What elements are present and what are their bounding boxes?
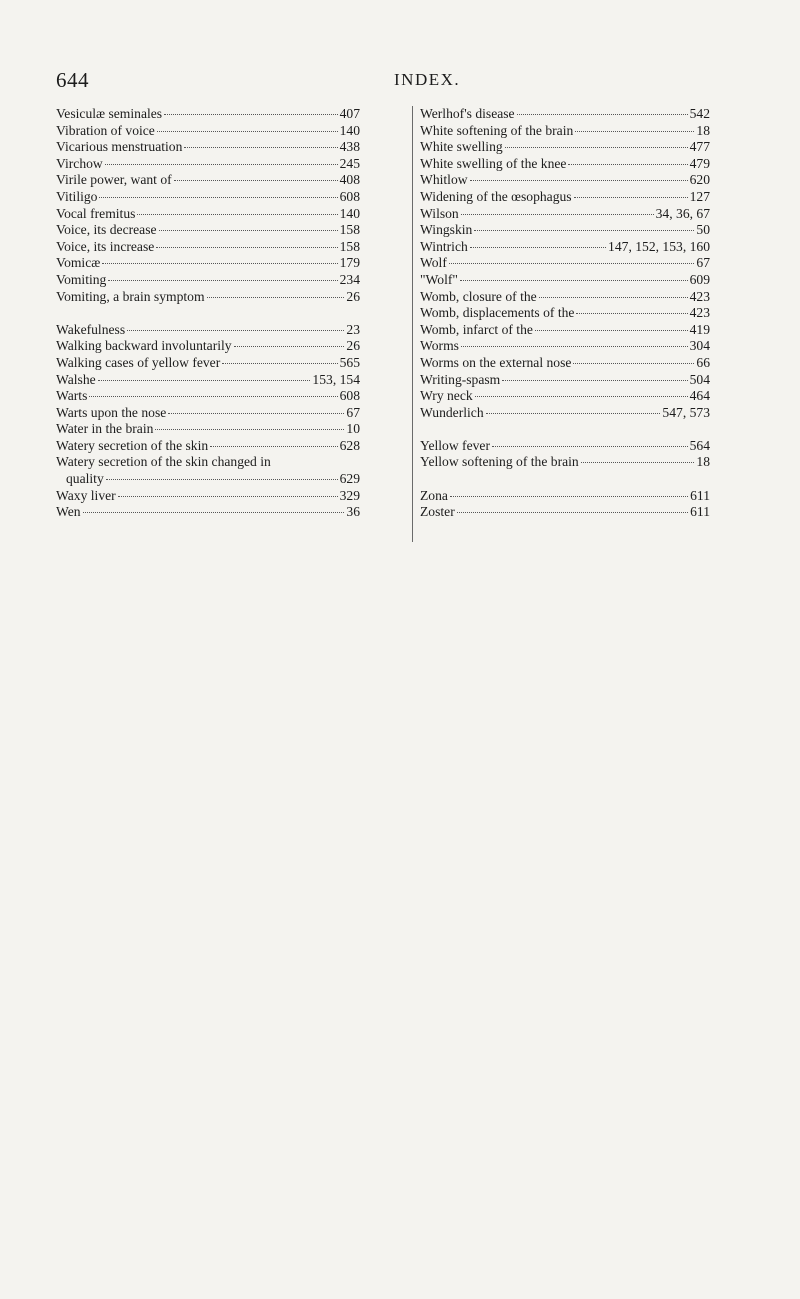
dot-leader <box>106 479 338 480</box>
dot-leader <box>517 114 688 115</box>
dot-leader <box>184 147 337 148</box>
index-entry-pages: 407 <box>339 106 360 121</box>
index-entry <box>420 372 710 389</box>
dot-leader <box>460 280 688 281</box>
index-entry <box>420 255 710 272</box>
index-entry-pages: 245 <box>339 155 360 171</box>
dot-leader <box>207 297 345 298</box>
index-entry <box>420 189 710 206</box>
column-divider <box>412 106 413 542</box>
index-entry-term: Zona <box>420 487 448 503</box>
dot-leader <box>127 330 344 331</box>
dot-leader <box>474 230 694 231</box>
index-entry-term: Womb, closure of the <box>420 288 537 304</box>
index-entry-term: Wakefulness <box>56 321 126 337</box>
dot-leader <box>486 413 661 414</box>
dot-leader <box>174 180 338 181</box>
index-entry-term: Warts <box>56 388 88 404</box>
index-entry <box>56 421 360 438</box>
dot-leader <box>168 413 344 414</box>
index-entry-pages: 34, 36, 67 <box>655 205 710 221</box>
page-number: 644 <box>56 68 89 92</box>
dot-leader <box>137 214 337 215</box>
index-entry-term: Voice, its decrease <box>56 222 157 238</box>
index-entry-term: Watery secretion of the skin <box>56 437 209 453</box>
index-entry-term: Wilson <box>420 205 459 221</box>
dot-leader <box>157 131 338 132</box>
index-entry <box>56 338 360 355</box>
index-entry-term: Zoster <box>420 504 455 520</box>
index-entry-pages: 564 <box>689 437 710 453</box>
index-entry <box>420 305 710 322</box>
index-entry-pages: 438 <box>339 139 360 155</box>
index-entry <box>420 454 710 471</box>
index-column-left <box>56 106 360 521</box>
index-entry <box>420 123 710 140</box>
index-entry-term: "Wolf" <box>420 271 458 287</box>
index-entry-pages: 419 <box>689 321 710 337</box>
index-entry-term: White softening of the brain <box>420 122 574 138</box>
index-entry <box>56 289 360 306</box>
dot-leader <box>118 496 338 497</box>
index-entry-pages: 608 <box>339 388 360 404</box>
index-entry-pages: 611 <box>690 487 710 503</box>
dot-leader <box>102 263 337 264</box>
index-entry-pages: 67 <box>346 404 360 420</box>
index-entry-term: Writing-spasm <box>420 371 501 387</box>
index-entry-term: Vicarious menstruation <box>56 139 183 155</box>
index-entry-term: Virchow <box>56 155 103 171</box>
index-entry-term: Walking cases of yellow fever <box>56 354 221 370</box>
index-entry-pages: 477 <box>689 139 710 155</box>
index-entry <box>56 272 360 289</box>
index-entry <box>56 106 360 123</box>
index-entry-term: Warts upon the nose <box>56 404 167 420</box>
index-entry-pages: 504 <box>689 371 710 387</box>
index-entry-term: Vomiting, a brain symptom <box>56 288 205 304</box>
index-entry-term: Voice, its increase <box>56 238 155 254</box>
index-entry <box>56 355 360 372</box>
dot-leader <box>99 197 337 198</box>
index-entry-pages: 608 <box>339 188 360 204</box>
dot-leader <box>156 247 337 248</box>
index-entry-term: Vibration of voice <box>56 122 155 138</box>
running-head: INDEX. <box>394 70 461 89</box>
index-entry-pages: 153, 154 <box>312 371 360 387</box>
index-entry <box>420 438 710 455</box>
index-entry-term: Worms on the external nose <box>420 354 572 370</box>
index-entry <box>56 372 360 389</box>
dot-leader <box>155 429 344 430</box>
index-entry <box>56 438 360 455</box>
index-entry-pages: 464 <box>689 388 710 404</box>
index-entry <box>420 355 710 372</box>
index-entry-term: Widening of the œsophagus <box>420 188 572 204</box>
index-entry-term: Watery secretion of the skin changed in <box>56 454 271 470</box>
index-entry-pages: 408 <box>339 172 360 188</box>
index-entry <box>420 488 710 505</box>
index-entry <box>420 156 710 173</box>
index-entry-pages: 547, 573 <box>662 404 710 420</box>
index-entry-pages: 50 <box>696 222 710 238</box>
index-entry-pages: 127 <box>689 188 710 204</box>
index-entry-term: Vocal fremitus <box>56 205 136 221</box>
index-entry <box>56 488 360 505</box>
index-entry-pages: 423 <box>689 305 710 321</box>
index-entry-pages: 304 <box>689 338 710 354</box>
dot-leader <box>470 180 688 181</box>
index-entry-term: White swelling of the knee <box>420 155 567 171</box>
dot-leader <box>502 380 687 381</box>
index-entry-continuation: quality <box>66 471 104 487</box>
index-entry-term: Womb, infarct of the <box>420 321 533 337</box>
index-entry-pages: 609 <box>689 271 710 287</box>
index-entry <box>56 322 360 339</box>
index-entry-pages: 611 <box>690 504 710 520</box>
dot-leader <box>461 214 654 215</box>
index-entry-term: Virile power, want of <box>56 172 172 188</box>
index-entry <box>56 139 360 156</box>
dot-leader <box>108 280 337 281</box>
index-entry-pages: 18 <box>696 122 710 138</box>
index-entry-term: Wunderlich <box>420 404 484 420</box>
dot-leader <box>89 396 337 397</box>
index-entry-term: Wolf <box>420 255 447 271</box>
index-entry-term: Waxy liver <box>56 487 116 503</box>
dot-leader <box>475 396 688 397</box>
index-entry-term: Wingskin <box>420 222 473 238</box>
dot-leader <box>449 263 695 264</box>
index-entry-term: Worms <box>420 338 459 354</box>
index-entry-term: Vomicæ <box>56 255 101 271</box>
dot-leader <box>573 363 694 364</box>
index-entry-pages: 423 <box>689 288 710 304</box>
index-entry-term: Walshe <box>56 371 96 387</box>
index-entry-pages: 66 <box>696 354 710 370</box>
index-entry-term: Vitiligo <box>56 188 98 204</box>
index-column-right <box>420 106 710 521</box>
index-entry <box>56 206 360 223</box>
index-entry <box>420 338 710 355</box>
index-entry-pages: 628 <box>339 437 360 453</box>
index-entry <box>56 405 360 422</box>
index-entry-term: Werlhof's disease <box>420 106 515 121</box>
section-gap <box>420 471 710 488</box>
index-entry-pages: 542 <box>689 106 710 121</box>
index-entry-pages: 26 <box>346 288 360 304</box>
index-entry-term: Vesiculæ seminales <box>56 106 163 121</box>
index-entry-term: White swelling <box>420 139 503 155</box>
index-entry-pages: 26 <box>346 338 360 354</box>
index-entry-term: Whitlow <box>420 172 468 188</box>
index-entry <box>420 239 710 256</box>
index-entry <box>56 222 360 239</box>
index-entry-pages: 620 <box>689 172 710 188</box>
index-entry <box>420 172 710 189</box>
index-entry-pages: 140 <box>339 122 360 138</box>
index-entry-pages: 67 <box>696 255 710 271</box>
index-entry <box>56 239 360 256</box>
dot-leader <box>210 446 337 447</box>
section-gap <box>56 305 360 322</box>
index-entry <box>420 405 710 422</box>
index-entry-pages: 234 <box>339 271 360 287</box>
index-entry <box>420 222 710 239</box>
index-entry <box>420 388 710 405</box>
index-entry-pages: 158 <box>339 238 360 254</box>
index-entry-pages: 565 <box>339 354 360 370</box>
dot-leader <box>98 380 311 381</box>
index-entry-pages: 140 <box>339 205 360 221</box>
dot-leader <box>105 164 338 165</box>
dot-leader <box>450 496 688 497</box>
dot-leader <box>461 346 688 347</box>
index-entry-pages: 10 <box>346 421 360 437</box>
index-entry <box>56 388 360 405</box>
index-entry <box>420 139 710 156</box>
index-entry <box>420 504 710 521</box>
section-gap <box>420 421 710 438</box>
index-entry <box>420 106 710 123</box>
dot-leader <box>576 313 687 314</box>
index-entry-pages: 36 <box>346 504 360 520</box>
dot-leader <box>234 346 345 347</box>
index-entry-term: Walking backward involuntarily <box>56 338 232 354</box>
index-entry <box>420 289 710 306</box>
dot-leader <box>164 114 338 115</box>
index-entry <box>420 272 710 289</box>
index-entry-term: Wintrich <box>420 238 468 254</box>
dot-leader <box>159 230 338 231</box>
dot-leader <box>505 147 688 148</box>
index-entry <box>420 322 710 339</box>
index-entry-term: Water in the brain <box>56 421 154 437</box>
index-entry-term: Wen <box>56 504 81 520</box>
dot-leader <box>575 131 694 132</box>
dot-leader <box>470 247 606 248</box>
dot-leader <box>457 512 688 513</box>
index-entry <box>56 123 360 140</box>
index-entry-pages: 479 <box>689 155 710 171</box>
index-entry-term: Vomiting <box>56 271 107 287</box>
index-entry-term: Wry neck <box>420 388 473 404</box>
dot-leader <box>83 512 345 513</box>
index-entry <box>56 156 360 173</box>
index-entry-pages: 18 <box>696 454 710 470</box>
dot-leader <box>539 297 688 298</box>
index-entry-pages: 158 <box>339 222 360 238</box>
dot-leader <box>581 462 695 463</box>
index-entry-pages: 23 <box>346 321 360 337</box>
index-entry-term: Womb, displacements of the <box>420 305 575 321</box>
dot-leader <box>492 446 688 447</box>
dot-leader <box>574 197 688 198</box>
index-entry-pages: 147, 152, 153, 160 <box>608 238 710 254</box>
index-entry-pages: 329 <box>339 487 360 503</box>
index-entry-pages: 629 <box>339 471 360 487</box>
index-entry <box>56 504 360 521</box>
page-header <box>56 68 756 94</box>
index-entry-term: Yellow softening of the brain <box>420 454 579 470</box>
index-entry-pages: 179 <box>339 255 360 271</box>
index-entry <box>420 206 710 223</box>
index-entry <box>56 255 360 272</box>
index-entry <box>56 172 360 189</box>
index-entry <box>56 189 360 206</box>
dot-leader <box>568 164 687 165</box>
dot-leader <box>222 363 337 364</box>
dot-leader <box>535 330 688 331</box>
index-entry-term: Yellow fever <box>420 437 490 453</box>
index-entry <box>56 471 360 488</box>
